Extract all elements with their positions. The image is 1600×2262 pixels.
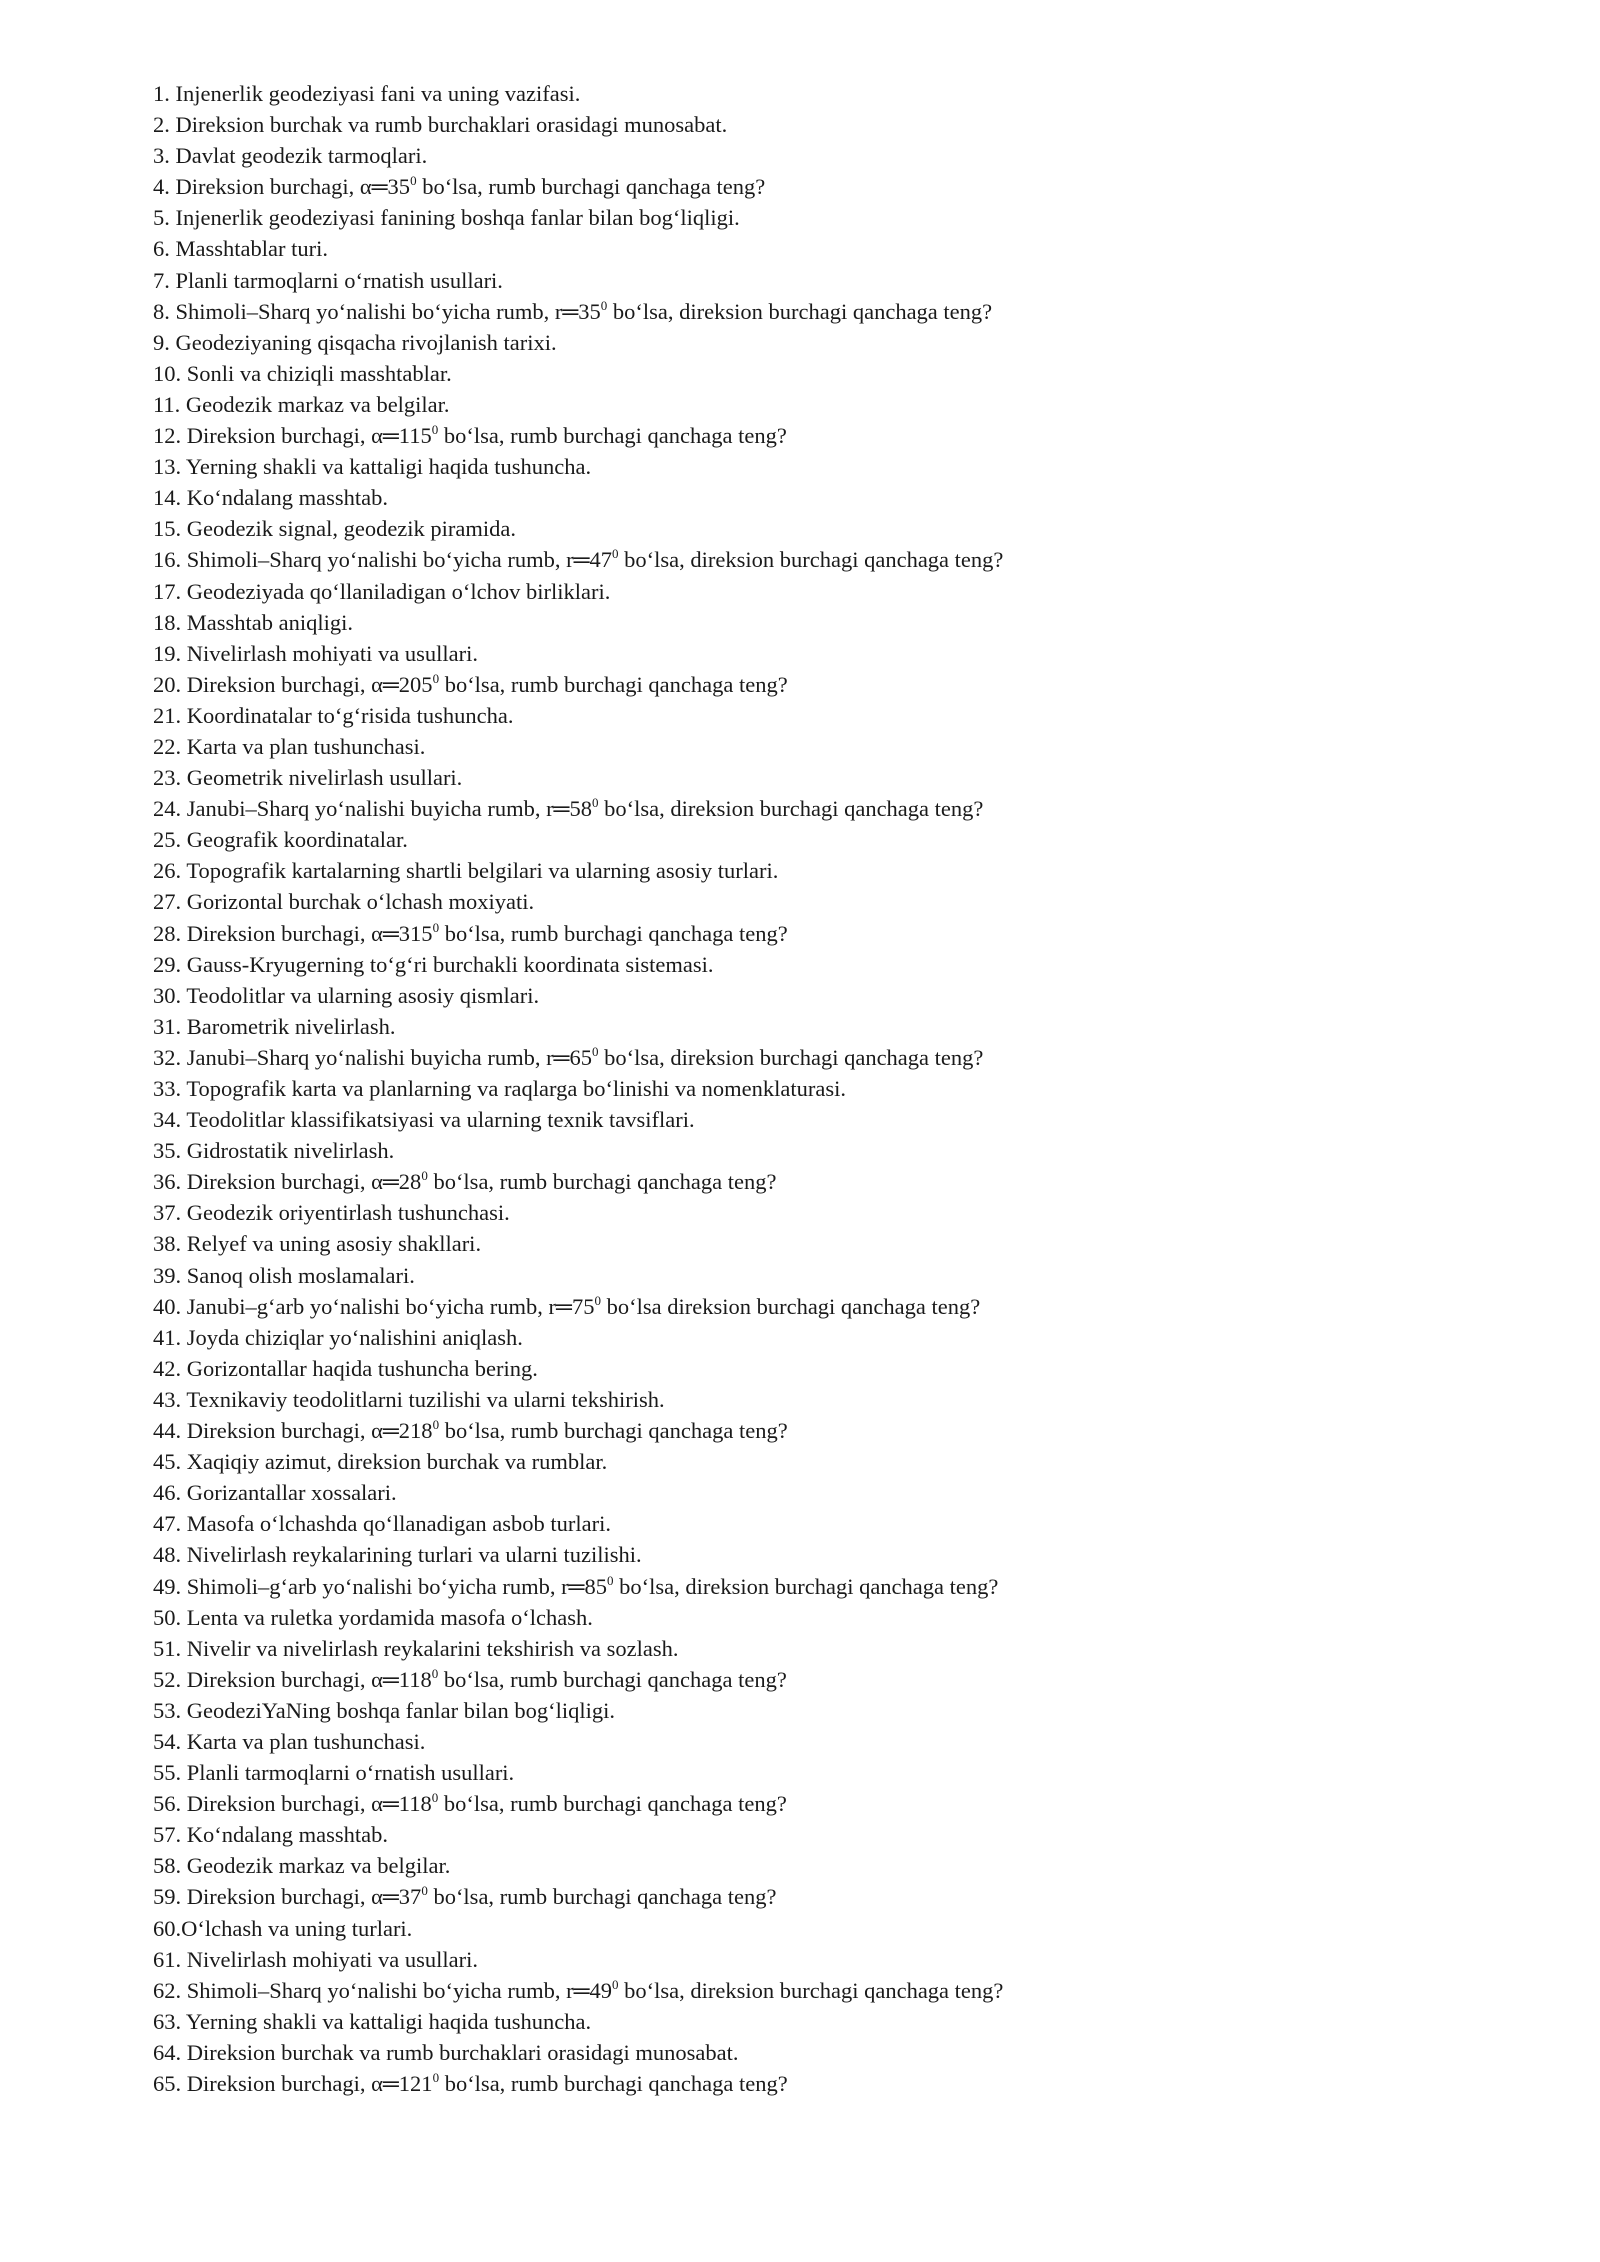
question-text-continuation: bo‘lsa, rumb burchagi qanchaga teng?: [439, 920, 788, 946]
question-item: [153, 1042, 1513, 1073]
question-number: 38.: [153, 1231, 187, 1257]
question-number: 62.: [153, 1977, 187, 2003]
question-text: Nivelirlash reykalarining turlari va ularni tuzilishi.: [186, 1542, 642, 1568]
question-number: 52.: [153, 1666, 187, 1692]
question-item: [153, 607, 1513, 638]
question-text: Barometrik nivelirlash.: [186, 1013, 396, 1039]
question-text: Direksion burchak va rumb burchaklari orasidagi munosabat.: [186, 2039, 739, 2065]
question-item: [153, 1135, 1513, 1166]
degree-superscript: 0: [432, 1417, 440, 1433]
question-number: 31.: [153, 1013, 187, 1039]
question-item: [153, 1975, 1513, 2006]
question-text-continuation: bo‘lsa, rumb burchagi qanchaga teng?: [439, 1418, 788, 1444]
question-item: [153, 1508, 1513, 1539]
degree-superscript: 0: [431, 422, 439, 438]
question-item: [153, 1850, 1513, 1881]
question-item: [153, 78, 1513, 109]
question-text: Joyda chiziqlar yo‘nalishini aniqlash.: [186, 1324, 523, 1350]
question-item: [153, 669, 1513, 700]
question-item: [153, 1913, 1513, 1944]
question-item: [153, 1166, 1513, 1197]
question-text: Teodolitlar va ularning asosiy qismlari.: [186, 982, 540, 1008]
question-number: 11.: [153, 391, 186, 417]
question-number: 47.: [153, 1511, 187, 1537]
question-text-continuation: bo‘lsa, direksion burchagi qanchaga teng?: [598, 796, 984, 822]
question-text: Geodeziyada qo‘llaniladigan o‘lchov birliklari.: [186, 578, 611, 604]
question-number: 18.: [153, 609, 187, 635]
question-text: Direksion burchagi, α═118: [186, 1791, 432, 1817]
question-text: Nivelirlash mohiyati va usullari.: [186, 640, 478, 666]
question-item: [153, 886, 1513, 917]
question-item: [153, 1664, 1513, 1695]
question-item: [153, 1415, 1513, 1446]
question-item: [153, 1011, 1513, 1042]
question-text: Direksion burchagi, α═35: [175, 174, 411, 200]
question-item: [153, 1944, 1513, 1975]
question-text-continuation: bo‘lsa, rumb burchagi qanchaga teng?: [438, 1791, 787, 1817]
question-number: 15.: [153, 516, 187, 542]
question-text: Lenta va ruletka yordamida masofa o‘lchash.: [186, 1604, 593, 1630]
question-item: [153, 762, 1513, 793]
question-number: 29.: [153, 951, 187, 977]
question-item: [153, 1197, 1513, 1228]
question-number: 54.: [153, 1728, 187, 1754]
question-text: Gauss-Kryugerning to‘g‘ri burchakli koordinata sistemasi.: [186, 951, 714, 977]
question-item: [153, 482, 1513, 513]
question-text-continuation: bo‘lsa, rumb burchagi qanchaga teng?: [416, 174, 766, 200]
question-item: [153, 1228, 1513, 1259]
question-text: Geografik koordinatalar.: [186, 827, 408, 853]
question-item: [153, 1633, 1513, 1664]
question-item: [153, 1446, 1513, 1477]
question-number: 50.: [153, 1604, 187, 1630]
question-text: Sanoq olish moslamalari.: [186, 1262, 415, 1288]
question-number: 3.: [153, 143, 176, 169]
question-number: 7.: [153, 267, 176, 293]
question-item: [153, 389, 1513, 420]
question-text: Injenerlik geodeziyasi fanining boshqa fanlar bilan bog‘liqligi.: [175, 205, 740, 231]
question-number: 21.: [153, 702, 187, 728]
question-number: 48.: [153, 1542, 187, 1568]
question-text: Direksion burchagi, α═118: [186, 1666, 432, 1692]
question-number: 28.: [153, 920, 187, 946]
question-text: Shimoli–Sharq yo‘nalishi bo‘yicha rumb, r═47: [186, 547, 613, 573]
question-text: Xaqiqiy azimut, direksion burchak va rumblar.: [186, 1449, 608, 1475]
question-text-continuation: bo‘lsa, direksion burchagi qanchaga teng?: [618, 1977, 1004, 2003]
question-number: 6.: [153, 236, 176, 262]
question-text-continuation: bo‘lsa, rumb burchagi qanchaga teng?: [439, 2071, 788, 2096]
question-text: Direksion burchagi, α═315: [186, 920, 433, 946]
question-number: 4.: [153, 174, 176, 200]
question-number: 43.: [153, 1386, 187, 1412]
question-text: GeodeziYaNing boshqa fanlar bilan bog‘liqligi.: [186, 1697, 616, 1723]
question-item: [153, 513, 1513, 544]
question-number: 44.: [153, 1418, 187, 1444]
question-text: Masshtablar turi.: [175, 236, 328, 262]
question-text-continuation: bo‘lsa, direksion burchagi qanchaga teng?: [618, 547, 1004, 573]
question-item: [153, 265, 1513, 296]
question-text: Shimoli–Sharq yo‘nalishi bo‘yicha rumb, r═49: [186, 1977, 613, 2003]
question-item: [153, 855, 1513, 886]
question-text-continuation: bo‘lsa, rumb burchagi qanchaga teng?: [439, 671, 788, 697]
question-text: Geodezik markaz va belgilar.: [185, 391, 450, 417]
question-item: [153, 1881, 1513, 1912]
question-item: [153, 918, 1513, 949]
question-item: [153, 1322, 1513, 1353]
degree-superscript: 0: [612, 546, 619, 562]
question-item: [153, 1695, 1513, 1726]
question-number: 56.: [153, 1791, 187, 1817]
question-number: 2.: [153, 112, 176, 138]
degree-superscript: 0: [612, 1976, 619, 1992]
question-number: 58.: [153, 1853, 187, 1879]
question-text: Injenerlik geodeziyasi fani va uning vazifasi.: [175, 81, 581, 106]
question-number: 24.: [153, 796, 187, 822]
degree-superscript: 0: [592, 1043, 599, 1059]
question-text: Geodeziyaning qisqacha rivojlanish tarixi.: [175, 329, 557, 355]
question-text: Direksion burchagi, α═37: [186, 1884, 422, 1910]
question-number: 32.: [153, 1044, 187, 1070]
question-number: 57.: [153, 1822, 187, 1848]
question-number: 64.: [153, 2039, 187, 2065]
question-item: [153, 171, 1513, 202]
question-text: Direksion burchagi, α═218: [186, 1418, 433, 1444]
question-text: Geodezik signal, geodezik piramida.: [186, 516, 517, 542]
question-item: [153, 980, 1513, 1011]
question-text: Ko‘ndalang masshtab.: [186, 485, 388, 511]
question-item: [153, 2037, 1513, 2068]
question-item: [153, 1260, 1513, 1291]
degree-superscript: 0: [607, 1572, 614, 1588]
question-item: [153, 1571, 1513, 1602]
question-number: 13.: [153, 454, 186, 480]
question-text: Koordinatalar to‘g‘risida tushuncha.: [186, 702, 514, 728]
question-number: 41.: [153, 1324, 187, 1350]
question-text: Janubi–Sharq yo‘nalishi buyicha rumb, r═65: [186, 1044, 593, 1070]
question-number: 5.: [153, 205, 176, 231]
question-number: 36.: [153, 1169, 187, 1195]
question-item: [153, 700, 1513, 731]
question-item: [153, 824, 1513, 855]
question-item: [153, 1539, 1513, 1570]
question-item: [153, 420, 1513, 451]
question-number: 46.: [153, 1480, 187, 1506]
question-text: Davlat geodezik tarmoqlari.: [175, 143, 428, 169]
question-number: 14.: [153, 485, 187, 511]
question-number: 39.: [153, 1262, 187, 1288]
question-text-continuation: bo‘lsa, rumb burchagi qanchaga teng?: [438, 423, 787, 449]
question-number: 16.: [153, 547, 187, 573]
question-item: [153, 109, 1513, 140]
question-text: Gorizontallar haqida tushuncha bering.: [186, 1355, 538, 1381]
question-number: 35.: [153, 1138, 187, 1164]
question-number: 53.: [153, 1697, 187, 1723]
question-item: [153, 2068, 1513, 2099]
degree-superscript: 0: [594, 1292, 601, 1308]
question-text: Shimoli–Sharq yo‘nalishi bo‘yicha rumb, r═35: [175, 298, 601, 324]
degree-superscript: 0: [431, 1665, 439, 1681]
question-text: Texnikaviy teodolitlarni tuzilishi va ularni tekshirish.: [186, 1386, 665, 1412]
question-item: [153, 949, 1513, 980]
question-text: Shimoli–g‘arb yo‘nalishi bo‘yicha rumb, r═85: [186, 1573, 607, 1599]
question-text-continuation: bo‘lsa, direksion burchagi qanchaga teng?: [613, 1573, 999, 1599]
question-text-continuation: bo‘lsa, rumb burchagi qanchaga teng?: [427, 1169, 777, 1195]
question-text: Nivelirlash mohiyati va usullari.: [186, 1946, 478, 1972]
question-text: Gidrostatik nivelirlash.: [186, 1138, 395, 1164]
question-text-continuation: bo‘lsa, rumb burchagi qanchaga teng?: [438, 1666, 787, 1692]
question-text: Teodolitlar klassifikatsiyasi va ularning texnik tavsiflari.: [186, 1107, 695, 1133]
question-text: Gorizontal burchak o‘lchash moxiyati.: [186, 889, 535, 915]
question-text: Direksion burchagi, α═205: [186, 671, 433, 697]
question-text: Gorizantallar xossalari.: [186, 1480, 397, 1506]
degree-superscript: 0: [421, 1883, 428, 1899]
question-number: 9.: [153, 329, 176, 355]
question-number: 17.: [153, 578, 187, 604]
question-item: [153, 638, 1513, 669]
question-number: 19.: [153, 640, 187, 666]
question-text: Janubi–Sharq yo‘nalishi buyicha rumb, r═58: [186, 796, 593, 822]
question-item: [153, 1291, 1513, 1322]
question-number: 12.: [153, 423, 187, 449]
question-text-continuation: bo‘lsa, rumb burchagi qanchaga teng?: [427, 1884, 777, 1910]
question-item: [153, 296, 1513, 327]
question-item: [153, 327, 1513, 358]
question-text: Topografik kartalarning shartli belgilari va ularning asosiy turlari.: [186, 858, 779, 884]
question-text-continuation: bo‘lsa direksion burchagi qanchaga teng?: [600, 1293, 981, 1319]
question-number: 42.: [153, 1355, 187, 1381]
question-text: Relyef va uning asosiy shakllari.: [186, 1231, 482, 1257]
question-text: Geometrik nivelirlash usullari.: [186, 765, 463, 791]
question-number: 61.: [153, 1946, 187, 1972]
question-text: Topografik karta va planlarning va raqlarga bo‘linishi va nomenklaturasi.: [186, 1076, 847, 1101]
question-number: 23.: [153, 765, 187, 791]
question-number: 55.: [153, 1760, 187, 1786]
question-number: 10.: [153, 360, 187, 386]
question-text-continuation: bo‘lsa, direksion burchagi qanchaga teng?: [607, 298, 993, 324]
question-item: [153, 1726, 1513, 1757]
question-number: 51.: [153, 1635, 187, 1661]
question-number: 22.: [153, 733, 187, 759]
question-item: [153, 202, 1513, 233]
question-number: 20.: [153, 671, 187, 697]
question-text: Geodezik markaz va belgilar.: [186, 1853, 451, 1879]
question-text: Yerning shakli va kattaligi haqida tushuncha.: [185, 2008, 592, 2034]
question-number: 8.: [153, 298, 176, 324]
question-item: [153, 1384, 1513, 1415]
question-text: Direksion burchagi, α═115: [186, 423, 432, 449]
question-text: O‘lchash va uning turlari.: [181, 1915, 413, 1941]
question-item: [153, 1819, 1513, 1850]
question-item: [153, 358, 1513, 389]
question-number: 40.: [153, 1293, 187, 1319]
question-number: 37.: [153, 1200, 187, 1226]
question-item: [153, 793, 1513, 824]
question-item: [153, 731, 1513, 762]
question-text: Nivelir va nivelirlash reykalarini tekshirish va sozlash.: [186, 1635, 679, 1661]
question-number: 49.: [153, 1573, 187, 1599]
question-number: 33.: [153, 1076, 187, 1101]
question-text: Yerning shakli va kattaligi haqida tushuncha.: [185, 454, 592, 480]
question-text-continuation: bo‘lsa, direksion burchagi qanchaga teng?: [598, 1044, 984, 1070]
question-item: [153, 1353, 1513, 1384]
question-number: 27.: [153, 889, 187, 915]
question-text: Direksion burchagi, α═121: [186, 2071, 433, 2096]
question-text: Karta va plan tushunchasi.: [186, 733, 426, 759]
question-text: Planli tarmoqlarni o‘rnatish usullari.: [175, 267, 503, 293]
degree-superscript: 0: [592, 795, 599, 811]
question-text: Masofa o‘lchashda qo‘llanadigan asbob turlari.: [186, 1511, 611, 1537]
question-number: 30.: [153, 982, 187, 1008]
question-number: 59.: [153, 1884, 187, 1910]
question-item: [153, 544, 1513, 575]
question-item: [153, 233, 1513, 264]
question-number: 26.: [153, 858, 187, 884]
degree-superscript: 0: [432, 919, 440, 935]
question-item: [153, 2006, 1513, 2037]
question-number: 1.: [153, 81, 176, 106]
question-item: [153, 576, 1513, 607]
question-text: Ko‘ndalang masshtab.: [186, 1822, 388, 1848]
question-text: Direksion burchak va rumb burchaklari orasidagi munosabat.: [175, 112, 728, 138]
question-text: Masshtab aniqligi.: [186, 609, 353, 635]
question-text: Janubi–g‘arb yo‘nalishi bo‘yicha rumb, r═75: [186, 1293, 595, 1319]
question-item: [153, 140, 1513, 171]
degree-superscript: 0: [431, 1790, 439, 1806]
question-number: 45.: [153, 1449, 187, 1475]
question-number: 63.: [153, 2008, 186, 2034]
question-item: [153, 1073, 1513, 1104]
question-number: 34.: [153, 1107, 187, 1133]
degree-superscript: 0: [432, 2070, 440, 2085]
degree-superscript: 0: [432, 670, 440, 686]
question-item: [153, 1477, 1513, 1508]
question-text: Sonli va chiziqli masshtablar.: [186, 360, 452, 386]
degree-superscript: 0: [421, 1168, 428, 1184]
question-number: 60.: [153, 1915, 182, 1941]
question-number: 25.: [153, 827, 187, 853]
question-text: Geodezik oriyentirlash tushunchasi.: [186, 1200, 510, 1226]
question-item: [153, 1602, 1513, 1633]
question-item: [153, 451, 1513, 482]
question-item: [153, 1104, 1513, 1135]
question-text: Karta va plan tushunchasi.: [186, 1728, 426, 1754]
degree-superscript: 0: [410, 173, 417, 189]
question-number: 65.: [153, 2071, 187, 2096]
question-item: [153, 1757, 1513, 1788]
question-list: [153, 78, 1513, 2099]
question-text: Direksion burchagi, α═28: [186, 1169, 422, 1195]
degree-superscript: 0: [600, 297, 608, 313]
question-text: Planli tarmoqlarni o‘rnatish usullari.: [186, 1760, 515, 1786]
question-item: [153, 1788, 1513, 1819]
